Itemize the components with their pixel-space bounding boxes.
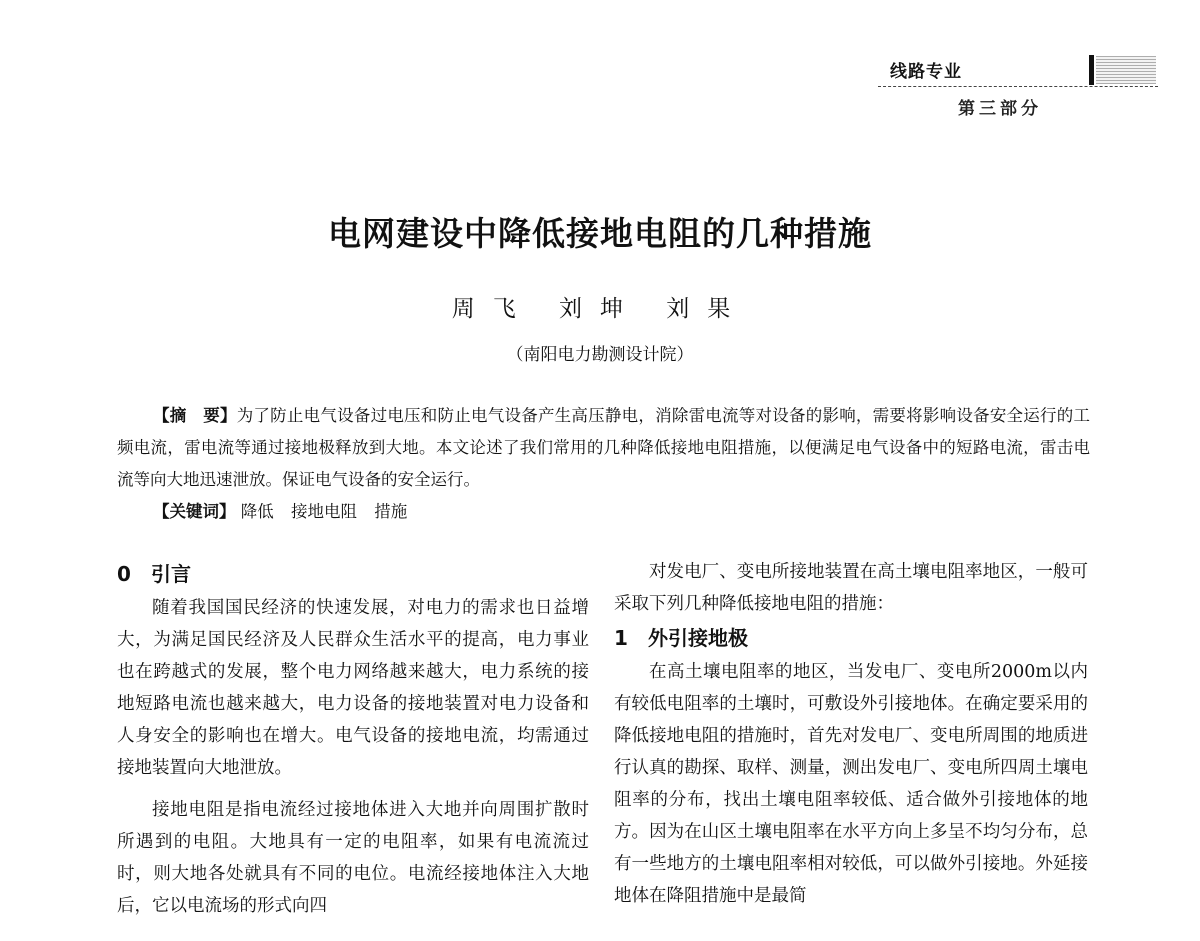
- body-paragraph: 随着我国国民经济的快速发展，对电力的需求也日益增大，为满足国民经济及人民群众生活水平的提高，电力事业也在跨越式的发展，整个电力网络越来越大，电力系统的接地短路电流也越来越大，电力设备的接地装置对电力设备和人身安全的影响也在增大。电气设备的接地电流，均需通过接地装置向大地泄放。: [117, 598, 589, 778]
- part-label: 第三部分: [958, 99, 1042, 119]
- abstract-block: [117, 400, 1090, 528]
- section-heading-external-electrode: [614, 620, 1088, 656]
- keywords-label: 【关键词】: [153, 502, 236, 521]
- section-label: 线路专业: [890, 62, 962, 82]
- keyword: 措施: [374, 502, 408, 521]
- section-title: 外引接地极: [648, 626, 748, 650]
- authors: 周飞 刘坤 刘果: [451, 296, 749, 322]
- abstract-paragraph: [117, 400, 1090, 496]
- body-paragraph: 在高土壤电阻率的地区，当发电厂、变电所2000m以内有较低电阻率的土壤时，可敷设外引接地体。在确定要采用的降低接地电阻的措施时，首先对发电厂、变电所周围的地质进行认真的勘探、取样、测量，测出发电厂、变电所四周土壤电阻率的分布，找出土壤电阻率较低、适合做外引接地体的地方。因为在山区土壤电阻率在水平方向上多呈不均匀分布，总有一些地方的土壤电阻率相对较低，可以做外引接地。外延接地体在降阻措施中是最简: [614, 662, 1088, 906]
- body-paragraph: 接地电阻是指电流经过接地体进入大地并向周围扩散时所遇到的电阻。大地具有一定的电阻率，如果有电流流过时，则大地各处就具有不同的电位。电流经接地体注入大地后，它以电流场的形式向四: [117, 800, 589, 916]
- header-texture-mark: [1096, 56, 1156, 84]
- section-number: 0: [117, 562, 131, 586]
- section-heading-intro: [117, 556, 589, 592]
- body-paragraph: 对发电厂、变电所接地装置在高土壤电阻率地区，一般可采取下列几种降低接地电阻的措施：: [614, 562, 1088, 614]
- keyword: 降低: [240, 502, 274, 521]
- section-title: 引言: [151, 562, 191, 586]
- header-bar-mark: [1089, 55, 1094, 85]
- keywords-line: [117, 496, 1090, 528]
- abstract-text: 为了防止电气设备过电压和防止电气设备产生高压静电，消除雷电流等对设备的影响，需要将影响设备安全运行的工频电流，雷电流等通过接地极释放到大地。本文论述了我们常用的几种降低接地电阻措施，以便满足电气设备中的短路电流，雷击电流等向大地迅速泄放。保证电气设备的安全运行。: [117, 406, 1091, 489]
- abstract-label: 【摘 要】: [153, 406, 237, 425]
- affiliation: （南阳电力勘测设计院）: [506, 345, 694, 365]
- keyword: 接地电阻: [291, 502, 357, 521]
- header-rule: [878, 86, 1158, 87]
- section-number: 1: [614, 626, 628, 650]
- paper-title: 电网建设中降低接地电阻的几种措施: [328, 214, 872, 253]
- right-column: [614, 556, 1088, 912]
- left-column: [117, 556, 589, 922]
